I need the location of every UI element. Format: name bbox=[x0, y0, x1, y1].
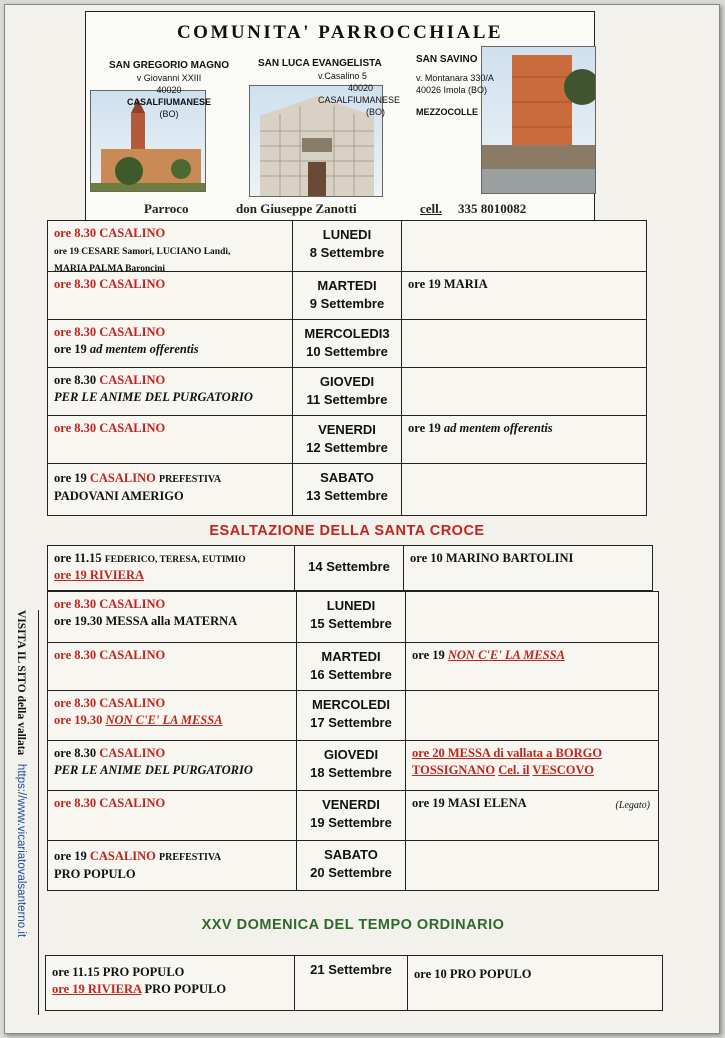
left-cell bbox=[48, 643, 296, 690]
intention-text: ore 19 MASI ELENA bbox=[412, 796, 527, 810]
table-row bbox=[48, 463, 646, 515]
intention-text: ad mentem offerentis bbox=[89, 342, 199, 356]
schedule-table-week1 bbox=[47, 220, 647, 516]
table-row bbox=[48, 690, 658, 740]
mass-place: CASALINO bbox=[99, 796, 166, 810]
table-row bbox=[48, 790, 658, 840]
feast-title: ESALTAZIONE DELLA SANTA CROCE bbox=[209, 523, 485, 539]
left-cell bbox=[48, 368, 292, 415]
day-date: 15 Settembre bbox=[310, 616, 392, 631]
mass-time: ore 11.15 bbox=[54, 551, 102, 565]
mass-time: ore 8.30 bbox=[54, 597, 97, 611]
day-cell bbox=[292, 464, 402, 515]
mass-time: ore 19 bbox=[54, 471, 87, 485]
parish-town: CASALFIUMANESE bbox=[126, 97, 211, 107]
left-cell bbox=[46, 956, 294, 1010]
cell-number: 335 8010082 bbox=[458, 201, 527, 216]
right-cell bbox=[406, 741, 658, 790]
parish-town: CASALFIUMANESE bbox=[318, 95, 401, 105]
intention-text: PER LE ANIME DEL PURGATORIO bbox=[54, 763, 253, 777]
day-name: SABATO bbox=[320, 470, 374, 485]
schedule-table-week2 bbox=[47, 591, 659, 891]
parroco-label: Parroco bbox=[144, 201, 189, 216]
day-cell bbox=[296, 841, 406, 890]
day-name: SABATO bbox=[324, 847, 378, 862]
parish-town: MEZZOCOLLE bbox=[416, 107, 478, 117]
left-cell bbox=[48, 320, 292, 367]
parish-postcode: 40020 bbox=[156, 85, 182, 95]
day-date: 10 Settembre bbox=[306, 344, 388, 359]
parish-san-gregorio bbox=[104, 60, 234, 120]
day-cell bbox=[292, 416, 402, 463]
left-cell bbox=[48, 221, 292, 274]
table-row bbox=[48, 592, 658, 642]
left-cell bbox=[48, 791, 296, 840]
day-date: 12 Settembre bbox=[306, 440, 388, 455]
day-cell bbox=[296, 791, 406, 840]
intention-text: FEDERICO, TERESA, EUTIMIO bbox=[104, 555, 246, 565]
day-date: 9 Settembre bbox=[309, 296, 385, 311]
right-cell bbox=[402, 464, 646, 515]
table-row bbox=[48, 546, 652, 590]
day-date: 18 Settembre bbox=[310, 765, 392, 780]
mass-time: ore 8.30 bbox=[54, 325, 97, 339]
mass-time: ore 19.30 bbox=[54, 713, 103, 727]
legato-note: (Legato) bbox=[615, 800, 650, 811]
day-cell bbox=[294, 546, 404, 590]
mass-time: ore 8.30 bbox=[54, 796, 97, 810]
celebrant: VESCOVO bbox=[532, 763, 594, 777]
day-date: 14 Settembre bbox=[308, 559, 390, 574]
prefestiva-label: PREFESTIVA bbox=[159, 852, 222, 863]
day-name: GIOVEDI bbox=[323, 747, 379, 762]
intention-text: ore 19.30 MESSA alla MATERNA bbox=[54, 614, 238, 628]
celebrant-label: Cel. il bbox=[498, 763, 530, 777]
mass-time: ore 8.30 bbox=[54, 226, 97, 240]
table-row bbox=[48, 740, 658, 790]
table-row bbox=[48, 642, 658, 690]
table-row bbox=[48, 840, 658, 890]
vallata-place: TOSSIGNANO bbox=[412, 763, 496, 777]
vallata-mass: ore 20 MESSA di vallata a BORGO bbox=[412, 746, 603, 760]
intention-text: PRO POPULO bbox=[54, 867, 136, 881]
day-name: MERCOLEDI bbox=[312, 697, 390, 712]
day-date: 20 Settembre bbox=[310, 865, 392, 880]
intention-line: ore 19 CESARE Samori, LUCIANO Landi, bbox=[54, 247, 231, 257]
parish-name: SAN GREGORIO MAGNO bbox=[108, 60, 229, 71]
right-cell bbox=[406, 841, 658, 890]
day-name: VENERDI bbox=[322, 797, 380, 812]
parish-address: v.Casalino 5 bbox=[318, 71, 367, 81]
day-date: 16 Settembre bbox=[310, 667, 392, 682]
intention-text: PADOVANI AMERIGO bbox=[54, 489, 184, 503]
parish-name: SAN LUCA EVANGELISTA bbox=[258, 58, 382, 69]
mass-time: ore 11.15 PRO POPULO bbox=[52, 965, 185, 979]
right-cell bbox=[406, 691, 658, 740]
mass-place: CASALINO bbox=[99, 325, 166, 339]
mass-time: ore 8.30 bbox=[54, 277, 97, 291]
table-row bbox=[48, 271, 646, 319]
right-cell: ore 10 MARINO BARTOLINI bbox=[410, 551, 574, 565]
left-cell bbox=[48, 741, 296, 790]
intention-text: PRO POPULO bbox=[144, 982, 227, 996]
mass-place: CASALINO bbox=[99, 648, 166, 662]
day-date: 8 Settembre bbox=[309, 245, 385, 260]
day-cell bbox=[292, 368, 402, 415]
mass-place: CASALINO bbox=[99, 746, 166, 760]
table-row bbox=[48, 415, 646, 463]
intention-text: PER LE ANIME DEL PURGATORIO bbox=[54, 390, 253, 404]
sunday-title: XXV DOMENICA DEL TEMPO ORDINARIO bbox=[201, 917, 505, 933]
day-date: 13 Settembre bbox=[306, 488, 388, 503]
mass-place: CASALINO bbox=[89, 849, 156, 863]
right-cell bbox=[402, 320, 646, 367]
parish-address: v Giovanni XXIII bbox=[136, 73, 202, 83]
mass-place: CASALINO bbox=[99, 373, 166, 387]
parish-province: (BO) bbox=[159, 109, 179, 119]
parroco-name: don Giuseppe Zanotti bbox=[236, 201, 357, 216]
day-cell bbox=[292, 272, 402, 319]
parish-postcode: 40020 bbox=[348, 83, 374, 93]
riviera-link: ore 19 RIVIERA bbox=[52, 982, 142, 996]
day-name: LUNEDI bbox=[326, 598, 376, 613]
mass-time: ore 8.30 bbox=[54, 421, 97, 435]
left-cell bbox=[48, 546, 294, 590]
parish-san-savino bbox=[416, 54, 546, 118]
left-cell bbox=[48, 592, 296, 642]
mass-time: ore 19 bbox=[54, 849, 87, 863]
mass-place: CASALINO bbox=[99, 597, 166, 611]
website-sidebar bbox=[13, 610, 39, 1015]
parish-header-box bbox=[85, 11, 595, 221]
intention-line: MARIA PALMA Baroncini bbox=[54, 264, 166, 274]
cell-label: cell. bbox=[420, 201, 443, 216]
mass-place: CASALINO bbox=[99, 226, 166, 240]
mass-time: ore 19 bbox=[412, 648, 445, 662]
day-cell bbox=[296, 592, 406, 642]
website-note bbox=[15, 610, 27, 937]
right-cell: ore 10 PRO POPULO bbox=[414, 967, 532, 981]
table-row bbox=[48, 319, 646, 367]
no-mass-notice: NON C'E' LA MESSA bbox=[447, 648, 565, 662]
day-name: MARTEDI bbox=[317, 278, 377, 293]
parish-postcode: 40026 Imola (BO) bbox=[416, 85, 488, 95]
day-cell bbox=[296, 643, 406, 690]
intention-text: ad mentem offerentis bbox=[443, 421, 553, 435]
day-cell bbox=[292, 320, 402, 367]
mass-place: CASALINO bbox=[89, 471, 156, 485]
day-name: MARTEDI bbox=[321, 649, 381, 664]
sunday-table-2 bbox=[45, 955, 663, 1011]
day-cell bbox=[296, 691, 406, 740]
parish-name: SAN SAVINO bbox=[416, 54, 478, 65]
sunday-table-1 bbox=[47, 545, 653, 591]
right-cell bbox=[406, 791, 658, 840]
mass-place: CASALINO bbox=[99, 277, 166, 291]
day-cell bbox=[296, 741, 406, 790]
mass-time: ore 19 bbox=[408, 421, 441, 435]
left-cell bbox=[48, 464, 292, 515]
left-cell bbox=[48, 416, 292, 463]
day-date: 17 Settembre bbox=[310, 715, 392, 730]
day-name: MERCOLEDI3 bbox=[304, 326, 390, 341]
day-cell bbox=[292, 221, 402, 271]
right-cell bbox=[406, 592, 658, 642]
parish-bulletin-page bbox=[4, 4, 720, 1034]
table-row bbox=[48, 367, 646, 415]
mass-place: CASALINO bbox=[99, 696, 166, 710]
day-date: 11 Settembre bbox=[306, 392, 388, 407]
day-name: GIOVEDI bbox=[319, 374, 375, 389]
parish-address: v. Montanara 330/A bbox=[416, 73, 494, 83]
no-mass-notice: NON C'E' LA MESSA bbox=[105, 713, 223, 727]
riviera-link: ore 19 RIVIERA bbox=[54, 568, 145, 582]
mass-time: ore 8.30 bbox=[54, 746, 97, 760]
prefestiva-label: PREFESTIVA bbox=[159, 474, 222, 485]
day-name: VENERDI bbox=[318, 422, 376, 437]
parish-province: (BO) bbox=[366, 107, 385, 117]
day-date: 19 Settembre bbox=[310, 815, 392, 830]
header-footer bbox=[86, 197, 594, 221]
mass-time: ore 8.30 bbox=[54, 373, 97, 387]
right-cell bbox=[402, 368, 646, 415]
header-title: COMUNITA' PARROCCHIALE bbox=[176, 22, 504, 43]
day-cell bbox=[294, 956, 408, 1010]
right-cell bbox=[402, 221, 646, 271]
day-name: LUNEDI bbox=[322, 227, 372, 242]
mass-time: ore 19 bbox=[54, 342, 87, 356]
left-cell bbox=[48, 841, 296, 890]
table-row bbox=[46, 956, 662, 1010]
right-cell bbox=[402, 416, 646, 463]
right-cell: ore 19 MARIA bbox=[408, 277, 488, 291]
website-label: VISITA IL SITO della vallata bbox=[15, 610, 27, 756]
parish-san-luca bbox=[258, 58, 401, 118]
mass-time: ore 8.30 bbox=[54, 648, 97, 662]
website-link[interactable]: https://www.vicariatovalsanterno.it bbox=[15, 763, 27, 938]
table-row bbox=[48, 221, 646, 274]
right-cell bbox=[406, 643, 658, 690]
left-cell bbox=[48, 272, 292, 319]
day-date: 21 Settembre bbox=[310, 962, 392, 977]
left-cell bbox=[48, 691, 296, 740]
mass-place: CASALINO bbox=[99, 421, 166, 435]
mass-time: ore 8.30 bbox=[54, 696, 97, 710]
